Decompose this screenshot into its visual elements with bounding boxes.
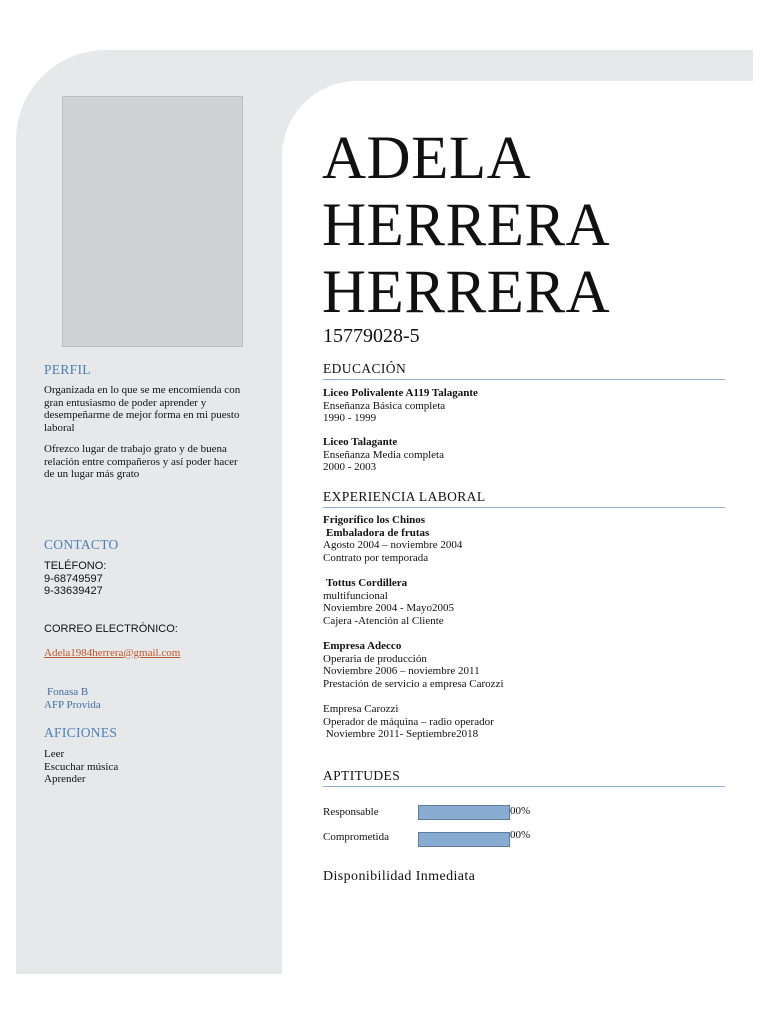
experience-line: Noviembre 2006 – noviembre 2011 (323, 665, 480, 678)
experiencia-heading: EXPERIENCIA LABORAL (323, 489, 725, 508)
experience-line: Contrato por temporada (323, 551, 429, 564)
skill-label: Comprometida (323, 831, 389, 843)
name-line: HERRERA (322, 259, 611, 326)
prevision-block (44, 686, 259, 711)
education-years: 2000 - 2003 (323, 461, 377, 474)
portrait-photo-placeholder (62, 96, 243, 347)
email-link[interactable]: Adela1984herrera@gmail.com (44, 646, 181, 659)
experience-line: Operaria de producción (323, 652, 427, 665)
correo-block (44, 623, 259, 659)
skill-percent: 00% (510, 805, 531, 817)
phone-number[interactable]: 9-33639427 (44, 585, 103, 597)
perfil-line: laboral (44, 421, 75, 434)
correo-label: CORREO ELECTRÓNICO: (44, 623, 178, 635)
perfil-heading: PERFIL (44, 362, 91, 377)
aptitudes-heading: APTITUDES (323, 768, 725, 787)
skill-bar (418, 805, 510, 820)
job-title: Embaladora de frutas (326, 526, 430, 539)
education-level: Enseñanza Básica completa (323, 399, 446, 412)
experience-line: Noviembre 2004 - Mayo2005 (323, 602, 455, 615)
aficion-item: Leer (44, 748, 65, 760)
school-name: Liceo Talagante (323, 436, 398, 448)
experience-entry (323, 640, 504, 690)
aficiones-list (44, 748, 259, 786)
perfil-line: Organizada en lo que se me encomienda con (44, 384, 241, 396)
skill-label: Responsable (323, 806, 379, 818)
school-name: Liceo Polivalente A119 Talagante (323, 387, 478, 399)
experience-line: Cajera -Atención al Cliente (323, 614, 444, 627)
educacion-heading: EDUCACIÓN (323, 361, 725, 380)
experience-entry (323, 703, 494, 741)
afp-text: AFP Provida (44, 698, 101, 711)
company-name: Empresa Carozzi (323, 703, 399, 715)
availability-text: Disponibilidad Inmediata (323, 869, 476, 884)
skill-percent: 00% (510, 829, 531, 841)
aficiones-heading: AFICIONES (44, 725, 118, 740)
contacto-heading: CONTACTO (44, 537, 119, 552)
experience-line: multifuncional (323, 589, 388, 602)
skill-bar (418, 832, 510, 847)
company-name: Tottus Cordillera (326, 577, 408, 589)
perfil-line: relación entre compañeros y así poder hacer (44, 455, 238, 468)
rut-number: 15779028-5 (323, 325, 420, 347)
education-entry (323, 387, 478, 425)
company-name: Empresa Adecco (323, 640, 402, 652)
experience-line: Operador de máquina – radio operador (323, 715, 494, 728)
education-years: 1990 - 1999 (323, 412, 377, 425)
aficion-item: Aprender (44, 773, 86, 785)
phone-number[interactable]: 9-68749597 (44, 572, 103, 585)
telefono-label: TELÉFONO: (44, 560, 107, 572)
name-line: HERRERA (322, 192, 611, 259)
education-level: Enseñanza Media completa (323, 448, 444, 461)
perfil-line: Ofrezco lugar de trabajo grato y de buena (44, 443, 227, 455)
experience-line: Prestación de servicio a empresa Carozzi (323, 677, 504, 690)
company-name: Frigorífico los Chinos (323, 514, 426, 526)
experience-line: Agosto 2004 – noviembre 2004 (323, 539, 463, 552)
perfil-text (44, 384, 259, 481)
full-name (322, 125, 610, 326)
experience-line: Noviembre 2011- Septiembre2018 (323, 728, 479, 741)
fonasa-text: Fonasa B (47, 686, 89, 698)
perfil-line: desempeñarme de mejor forma en mi puesto (44, 409, 240, 421)
name-line: ADELA (322, 125, 532, 192)
experience-entry (323, 577, 454, 627)
experience-entry (323, 514, 462, 564)
perfil-line: de un lugar más grato (44, 468, 140, 480)
contacto-block (44, 560, 259, 598)
education-entry (323, 436, 444, 474)
perfil-line: gran entusiasmo de poder aprender y (44, 396, 207, 409)
aficion-item: Escuchar música (44, 760, 119, 773)
